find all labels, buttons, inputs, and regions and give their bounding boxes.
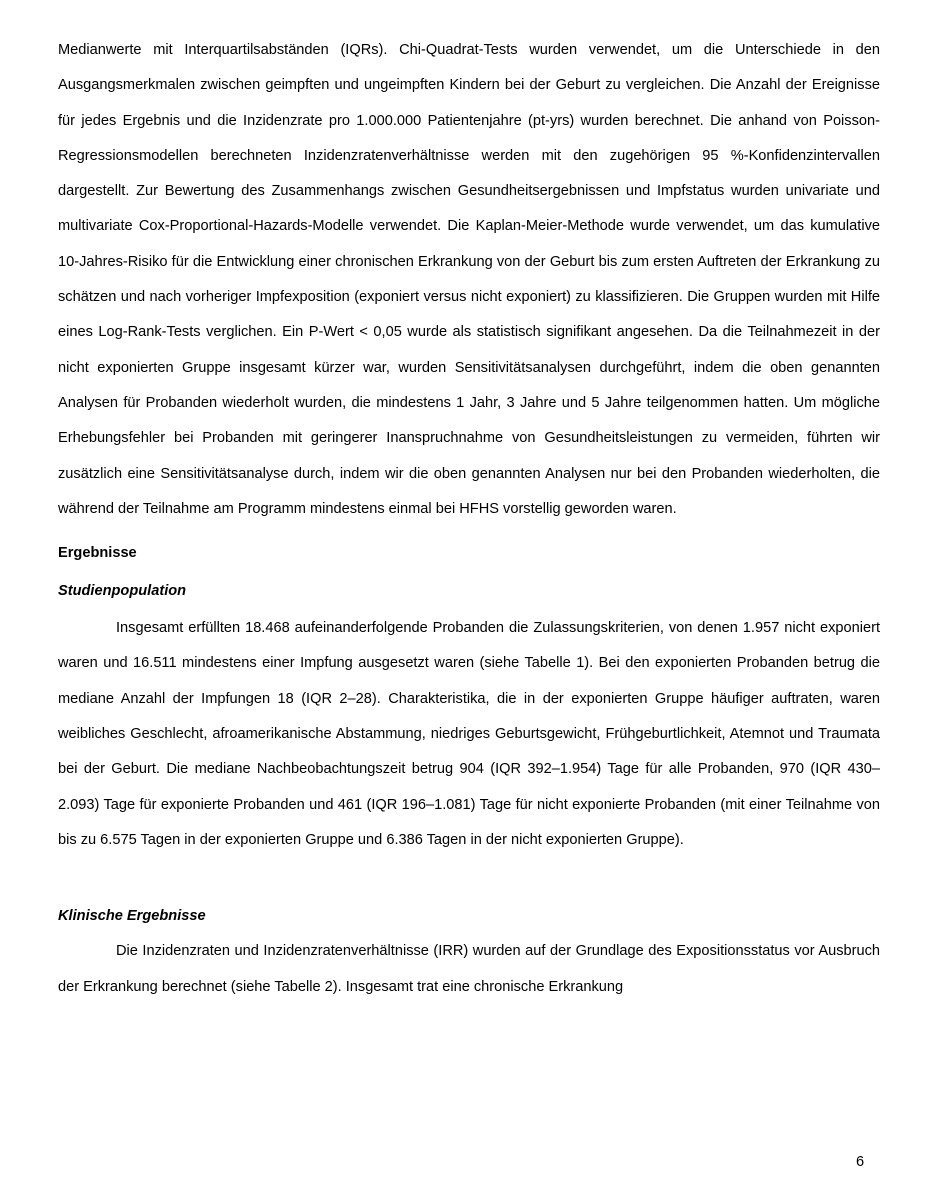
clinical-outcomes-paragraph: Die Inzidenzraten und Inzidenzratenverhältnisse (IRR) wurden auf der Grundlage des Expositionsstatus vor Ausbruch der Erkrankung berechnet (siehe Tabelle 2). Insgesamt trat eine chronische Erkrankung xyxy=(58,943,880,995)
methods-paragraph: Medianwerte mit Interquartilsabständen (IQRs). Chi-Quadrat-Tests wurden verwendet, um die Unterschiede in den Ausgangsmerkmalen zwischen geimpften und ungeimpften Kindern bei der Geburt zu vergleichen. Die Anzahl der Ereignisse für jedes Ergebnis und die Inzidenzrate pro 1.000.000 Patientenjahre (pt-yrs) wurden berechnet. Die anhand von Poisson-Regressionsmodellen berechneten Inzidenzratenverhältnisse werden mit den zugehörigen 95 %-Konfidenzintervallen dargestellt. Zur Bewertung des Zusammenhangs zwischen Gesundheitsergebnissen und Impfstatus wurden univariate und multivariate Cox-Proportional-Hazards-Modelle verwendet. Die Kaplan-Meier-Methode wurde verwendet, um das kumulative 10-Jahres-Risiko für die Entwicklung einer chronischen Erkrankung von der Geburt bis zum ersten Auftreten der Erkrankung zu schätzen und nach vorheriger Impfexposition (exponiert versus nicht exponiert) zu klassifizieren. Die Gruppen wurden mit Hilfe eines Log-Rank-Tests verglichen. Ein P-Wert < 0,05 wurde als statistisch signifikant angesehen. Da die Teilnahmezeit in der nicht exponierten Gruppe insgesamt kürzer war, wurden Sensitivitätsanalysen durchgeführt, indem die oben genannten Analysen für Probanden wiederholt wurden, die mindestens 1 Jahr, 3 Jahre und 5 Jahre teilgenommen hatten. Um mögliche Erhebungsfehler bei Probanden mit geringerer Inanspruchnahme von Gesundheitsleistungen zu vermeiden, führten wir zusätzlich eine Sensitivitätsanalyse durch, indem wir die oben genannten Analysen nur bei den Probanden wiederholten, die während der Teilnahme am Programm mindestens einmal bei HFHS vorstellig geworden waren. xyxy=(58,42,880,517)
document-page xyxy=(58,33,880,1005)
study-population-paragraph: Insgesamt erfüllten 18.468 aufeinanderfolgende Probanden die Zulassungskriterien, von denen 1.957 nicht exponiert waren und 16.511 mindestens einer Impfung ausgesetzt waren (siehe Tabelle 1). Bei den exponierten Probanden betrug die mediane Anzahl der Impfungen 18 (IQR 2–28). Charakteristika, die in der exponierten Gruppe häufiger auftraten, waren weibliches Geschlecht, afroamerikanische Abstammung, niedriges Geburtsgewicht, Frühgeburtlichkeit, Atemnot und Traumata bei der Geburt. Die mediane Nachbeobachtungszeit betrug 904 (IQR 392–1.954) Tage für alle Probanden, 970 (IQR 430–2.093) Tage für exponierte Probanden und 461 (IQR 196–1.081) Tage für nicht exponierte Probanden (mit einer Teilnahme von bis zu 6.575 Tagen in der exponierten Gruppe und 6.386 Tagen in der nicht exponierten Gruppe). xyxy=(58,620,880,848)
results-heading: Ergebnisse xyxy=(58,545,137,562)
page-number: 6 xyxy=(856,1154,865,1170)
study-population-heading: Studienpopulation xyxy=(58,583,187,600)
clinical-outcomes-heading: Klinische Ergebnisse xyxy=(58,908,206,925)
